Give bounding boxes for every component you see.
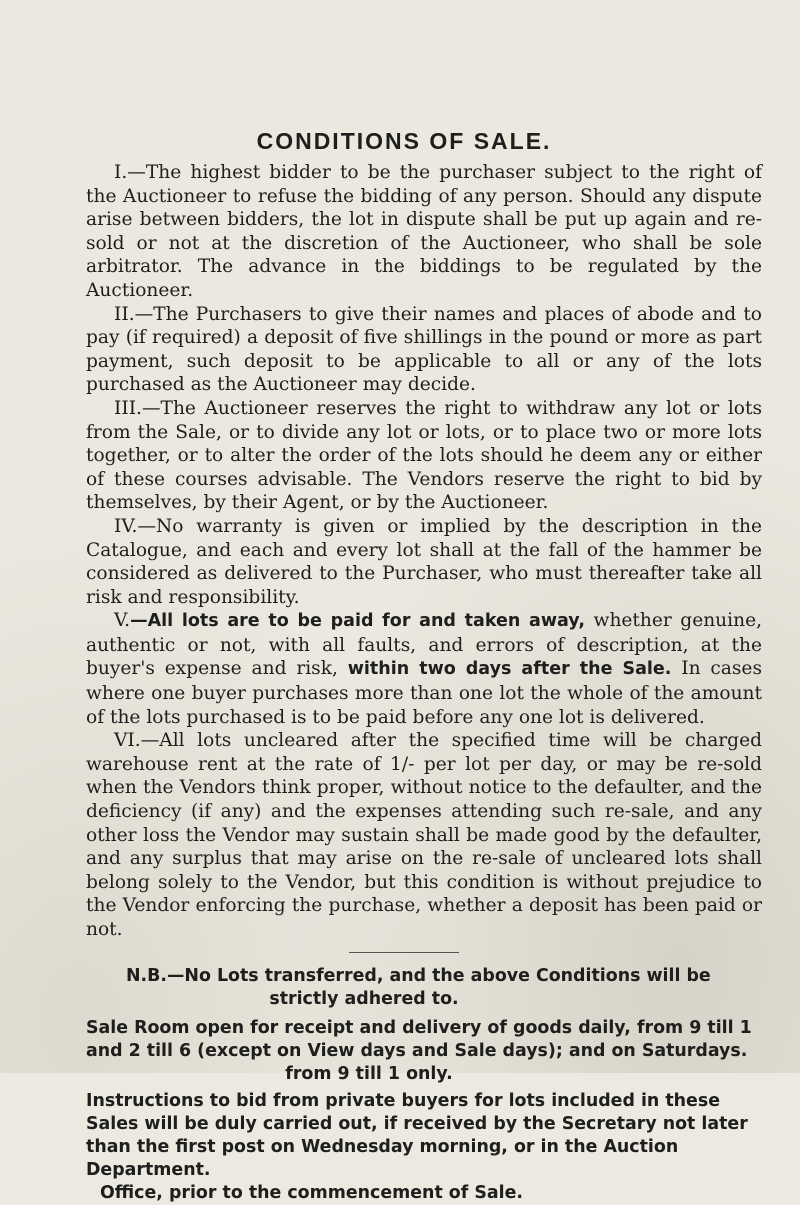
instructions-text: Instructions to bid from private buyers for lots included in these Sales will be duly carried out, if received by the Secretary not later than the first post on Wednesday morning, or in the Auction Department.	[86, 1090, 748, 1180]
condition-bold-text: —All lots are to be paid for and taken away,	[130, 611, 585, 632]
sale-room-text: Sale Room open for receipt and delivery of goods daily, from 9 till 1 and 2 till 6 (except on View days and Sale days); and on Saturdays.	[86, 1017, 752, 1061]
condition-number: V.	[114, 610, 131, 632]
condition-number: I.	[114, 162, 128, 183]
sale-room-note	[86, 1017, 762, 1086]
condition-text: whether genuine, authentic or not, with all faults, and errors of description, at the buyer's expense and risk,	[86, 610, 762, 680]
condition-number: III.	[114, 397, 142, 419]
nb-note-text: N.B.—No Lots transferred, and the above Conditions will be	[126, 965, 711, 986]
condition-number: II.	[114, 303, 135, 325]
condition-4	[86, 515, 762, 609]
nb-note-end: strictly adhered to.	[269, 988, 459, 1009]
sale-room-end: from 9 till 1 only.	[285, 1063, 453, 1084]
condition-text: —All lots uncleared after the specified time will be charged warehouse rent at the rate of 1/- per lot per day, or may be re-sold when the Vendors think proper, without notice to the defaulter, and the deficiency (if any) and the expenses attending such re-sale, and any other loss the Vendor may sustain shall be made good by the defaulter, and any surplus that may arise on the re-sale of uncleared lots shall belong solely to the Vendor, but this condition is without prejudice to the Vendor enforcing the purchase, whether a deposit has been paid or not.	[86, 730, 762, 940]
page-title: CONDITIONS OF SALE.	[256, 128, 552, 154]
condition-text: —No warranty is given or implied by the description in the Catalogue, and each and every lot shall at the fall of the hammer be considered as delivered to the Purchaser, who must thereafter take all risk and responsibility.	[86, 515, 762, 608]
condition-number: IV.	[114, 515, 138, 537]
condition-6	[86, 729, 762, 941]
condition-text: In cases where one buyer purchases more than one lot the whole of the amount of the lots purchased is to be paid before any one lot is delivered.	[86, 658, 762, 728]
instructions-end: Office, prior to the commencement of Sale.	[100, 1182, 523, 1203]
condition-5	[86, 609, 762, 729]
nb-note	[86, 965, 762, 1011]
condition-text: —The highest bidder to be the purchaser subject to the right of the Auctioneer to refuse the bidding of any person. Should any dispute arise between bidders, the lot in dispute shall be put up again and re-sold or not at the discretion of the Auctioneer, who shall be sole arbitrator. The advance in the biddings to be regulated by the Auctioneer.	[86, 162, 762, 301]
condition-text: —The Purchasers to give their names and places of abode and to pay (if required) a deposit of five shillings in the pound or more as part payment, such deposit to be applicable to all or any of the lots purchased as the Auctioneer may decide.	[86, 303, 762, 396]
condition-number: VI.	[114, 730, 141, 752]
instructions-note	[86, 1090, 762, 1205]
condition-1	[86, 161, 762, 303]
divider-rule	[349, 952, 459, 953]
condition-2	[86, 303, 762, 397]
condition-3	[86, 397, 762, 515]
condition-bold-text: within two days after the Sale.	[347, 659, 672, 680]
condition-text: —The Auctioneer reserves the right to withdraw any lot or lots from the Sale, or to divide any lot or lots, or to place two or more lots together, or to alter the order of the lots should he deem any or either of these courses advisable. The Vendors reserve the right to bid by themselves, by their Agent, or by the Auctioneer.	[86, 397, 762, 514]
